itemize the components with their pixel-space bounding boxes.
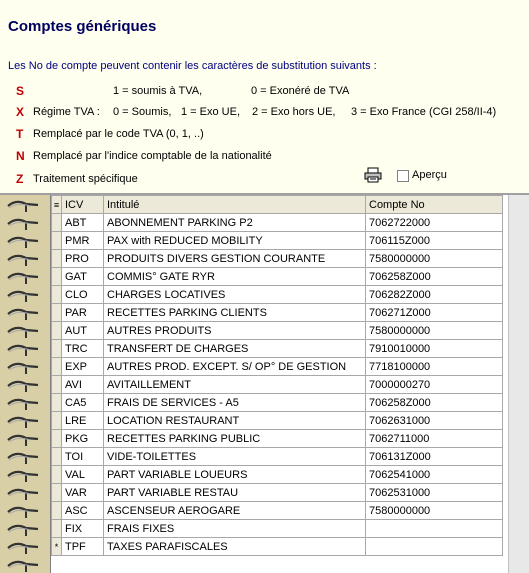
row-selector[interactable] (52, 286, 62, 304)
cell-compte[interactable]: 7062711000 (366, 430, 503, 448)
spiral-ring-icon (6, 289, 40, 303)
cell-intitule[interactable]: CHARGES LOCATIVES (104, 286, 366, 304)
table-row[interactable] (52, 358, 503, 376)
cell-compte[interactable] (366, 538, 503, 556)
table-row[interactable] (52, 268, 503, 286)
spiral-ring-icon (6, 361, 40, 375)
legend-z (0, 172, 529, 190)
legend-z-text: Traitement spécifique (33, 173, 138, 185)
spiral-ring-icon (6, 451, 40, 465)
cell-intitule[interactable]: PART VARIABLE RESTAU (104, 484, 366, 502)
row-selector[interactable] (52, 232, 62, 250)
cell-compte[interactable]: 7062541000 (366, 466, 503, 484)
cell-intitule[interactable]: FRAIS FIXES (104, 520, 366, 538)
cell-compte[interactable]: 7580000000 (366, 502, 503, 520)
row-selector[interactable] (52, 322, 62, 340)
legend-n-text: Remplacé par l'indice comptable de la nationalité (33, 150, 272, 162)
cell-compte[interactable]: 7910010000 (366, 340, 503, 358)
accounts-grid (50, 195, 509, 573)
table-row[interactable] (52, 250, 503, 268)
cell-compte[interactable]: 706271Z000 (366, 304, 503, 322)
row-selector[interactable] (52, 430, 62, 448)
spiral-ring-icon (6, 415, 40, 429)
table-row[interactable] (52, 322, 503, 340)
cell-intitule[interactable]: ABONNEMENT PARKING P2 (104, 214, 366, 232)
table-row[interactable] (52, 304, 503, 322)
legend-letter-t: T (16, 127, 24, 141)
printer-icon[interactable] (364, 167, 382, 183)
page-title: Comptes génériques (8, 18, 157, 35)
spiral-ring-icon (6, 523, 40, 537)
cell-icv[interactable]: VAR (62, 484, 104, 502)
cell-intitule[interactable]: ASCENSEUR AEROGARE (104, 502, 366, 520)
row-selector[interactable] (52, 340, 62, 358)
table-row[interactable] (52, 448, 503, 466)
table-row[interactable] (52, 394, 503, 412)
spiral-ring-icon (6, 487, 40, 501)
legend-x-text1: Régime TVA : (33, 106, 100, 118)
legend-x-text2: 0 = Soumis, (113, 106, 172, 118)
table-row[interactable] (52, 466, 503, 484)
row-selector[interactable] (52, 268, 62, 286)
table-row[interactable] (52, 286, 503, 304)
legend-s-text2: 0 = Exonéré de TVA (251, 85, 350, 97)
table-row[interactable] (52, 232, 503, 250)
legend-x-text3: 1 = Exo UE, (181, 106, 241, 118)
row-selector[interactable] (52, 484, 62, 502)
legend-letter-s: S (16, 84, 25, 98)
select-all-icon[interactable]: ≡ (52, 196, 62, 214)
legend-t-text: Remplacé par le code TVA (0, 1, ..) (33, 128, 204, 140)
table-row[interactable] (52, 484, 503, 502)
row-selector[interactable] (52, 466, 62, 484)
cell-icv[interactable]: ASC (62, 502, 104, 520)
row-selector[interactable] (52, 520, 62, 538)
cell-icv[interactable]: PKG (62, 430, 104, 448)
spiral-ring-icon (6, 469, 40, 483)
cell-icv[interactable]: CLO (62, 286, 104, 304)
spiral-ring-icon (6, 217, 40, 231)
spiral-ring-icon (6, 253, 40, 267)
table-row[interactable] (52, 376, 503, 394)
column-header-compte[interactable]: Compte No (366, 196, 503, 214)
cell-intitule[interactable]: RECETTES PARKING PUBLIC (104, 430, 366, 448)
cell-intitule[interactable]: AUTRES PRODUITS (104, 322, 366, 340)
cell-intitule[interactable]: PART VARIABLE LOUEURS (104, 466, 366, 484)
table-row[interactable] (52, 538, 503, 556)
cell-icv[interactable]: FIX (62, 520, 104, 538)
cell-icv[interactable]: PRO (62, 250, 104, 268)
cell-icv[interactable]: PAR (62, 304, 104, 322)
cell-intitule[interactable]: AVITAILLEMENT (104, 376, 366, 394)
cell-compte[interactable]: 7000000270 (366, 376, 503, 394)
cell-compte[interactable]: 7718100000 (366, 358, 503, 376)
cell-intitule[interactable]: RECETTES PARKING CLIENTS (104, 304, 366, 322)
spiral-ring-icon (6, 505, 40, 519)
cell-icv[interactable]: EXP (62, 358, 104, 376)
table-row[interactable] (52, 502, 503, 520)
row-selector[interactable]: * (52, 538, 62, 556)
cell-compte[interactable]: 7580000000 (366, 250, 503, 268)
apercu-checkbox[interactable] (397, 170, 409, 182)
table-row[interactable] (52, 340, 503, 358)
row-selector[interactable] (52, 304, 62, 322)
cell-intitule[interactable]: PRODUITS DIVERS GESTION COURANTE (104, 250, 366, 268)
cell-compte[interactable]: 706282Z000 (366, 286, 503, 304)
cell-intitule[interactable]: TRANSFERT DE CHARGES (104, 340, 366, 358)
row-selector[interactable] (52, 394, 62, 412)
row-selector[interactable] (52, 502, 62, 520)
cell-icv[interactable]: AUT (62, 322, 104, 340)
cell-compte[interactable] (366, 520, 503, 538)
cell-intitule[interactable]: COMMIS° GATE RYR (104, 268, 366, 286)
legend-t (0, 127, 529, 145)
cell-icv[interactable]: ABT (62, 214, 104, 232)
legend-letter-n: N (16, 149, 25, 163)
cell-compte[interactable]: 7062722000 (366, 214, 503, 232)
cell-icv[interactable]: AVI (62, 376, 104, 394)
spiral-ring-icon (6, 199, 40, 213)
row-selector[interactable] (52, 358, 62, 376)
spiral-ring-icon (6, 433, 40, 447)
row-selector[interactable] (52, 412, 62, 430)
spiral-ring-icon (6, 397, 40, 411)
spiral-ring-icon (6, 541, 40, 555)
cell-compte[interactable]: 7062531000 (366, 484, 503, 502)
cell-compte[interactable]: 706131Z000 (366, 448, 503, 466)
cell-icv[interactable]: VAL (62, 466, 104, 484)
cell-icv[interactable]: TPF (62, 538, 104, 556)
cell-intitule[interactable]: FRAIS DE SERVICES - A5 (104, 394, 366, 412)
spiral-ring-icon (6, 559, 40, 573)
row-selector[interactable] (52, 448, 62, 466)
cell-icv[interactable]: LRE (62, 412, 104, 430)
legend-letter-x: X (16, 105, 25, 119)
cell-icv[interactable]: TRC (62, 340, 104, 358)
column-header-intitule[interactable]: Intitulé (104, 196, 366, 214)
legend-n (0, 149, 529, 167)
apercu-label: Aperçu (412, 169, 447, 181)
cell-compte[interactable]: 706115Z000 (366, 232, 503, 250)
legend-x-text4: 2 = Exo hors UE, (252, 106, 336, 118)
accounts-table (51, 195, 503, 556)
cell-intitule[interactable]: TAXES PARAFISCALES (104, 538, 366, 556)
row-selector[interactable] (52, 214, 62, 232)
legend-s-text1: 1 = soumis à TVA, (113, 85, 203, 97)
cell-intitule[interactable]: VIDE-TOILETTES (104, 448, 366, 466)
spiral-ring-icon (6, 325, 40, 339)
legend-x-text5: 3 = Exo France (CGI 258/II-4) (351, 106, 497, 118)
vertical-scrollbar[interactable] (508, 195, 529, 573)
table-row[interactable] (52, 430, 503, 448)
cell-intitule[interactable]: PAX with REDUCED MOBILITY (104, 232, 366, 250)
cell-icv[interactable]: TOI (62, 448, 104, 466)
cell-icv[interactable]: CA5 (62, 394, 104, 412)
table-row[interactable] (52, 412, 503, 430)
legend-letter-z: Z (16, 172, 24, 186)
spiral-ring-icon (6, 235, 40, 249)
spiral-binding (0, 195, 50, 573)
spiral-ring-icon (6, 307, 40, 321)
cell-intitule[interactable]: LOCATION RESTAURANT (104, 412, 366, 430)
cell-compte[interactable]: 706258Z000 (366, 268, 503, 286)
row-selector[interactable] (52, 376, 62, 394)
table-row[interactable] (52, 520, 503, 538)
table-header-row (52, 196, 503, 214)
cell-icv[interactable]: GAT (62, 268, 104, 286)
cell-icv[interactable]: PMR (62, 232, 104, 250)
spiral-ring-icon (6, 379, 40, 393)
cell-compte[interactable]: 7062631000 (366, 412, 503, 430)
cell-intitule[interactable]: AUTRES PROD. EXCEPT. S/ OP° DE GESTION (104, 358, 366, 376)
spiral-ring-icon (6, 271, 40, 285)
spiral-ring-icon (6, 343, 40, 357)
table-row[interactable] (52, 214, 503, 232)
cell-compte[interactable]: 7580000000 (366, 322, 503, 340)
row-selector[interactable] (52, 250, 62, 268)
intro-text: Les No de compte peuvent contenir les caractères de substitution suivants : (8, 60, 377, 72)
legend-x (0, 105, 529, 123)
legend-s (0, 84, 529, 102)
column-header-icv[interactable]: ICV (62, 196, 104, 214)
cell-compte[interactable]: 706258Z000 (366, 394, 503, 412)
